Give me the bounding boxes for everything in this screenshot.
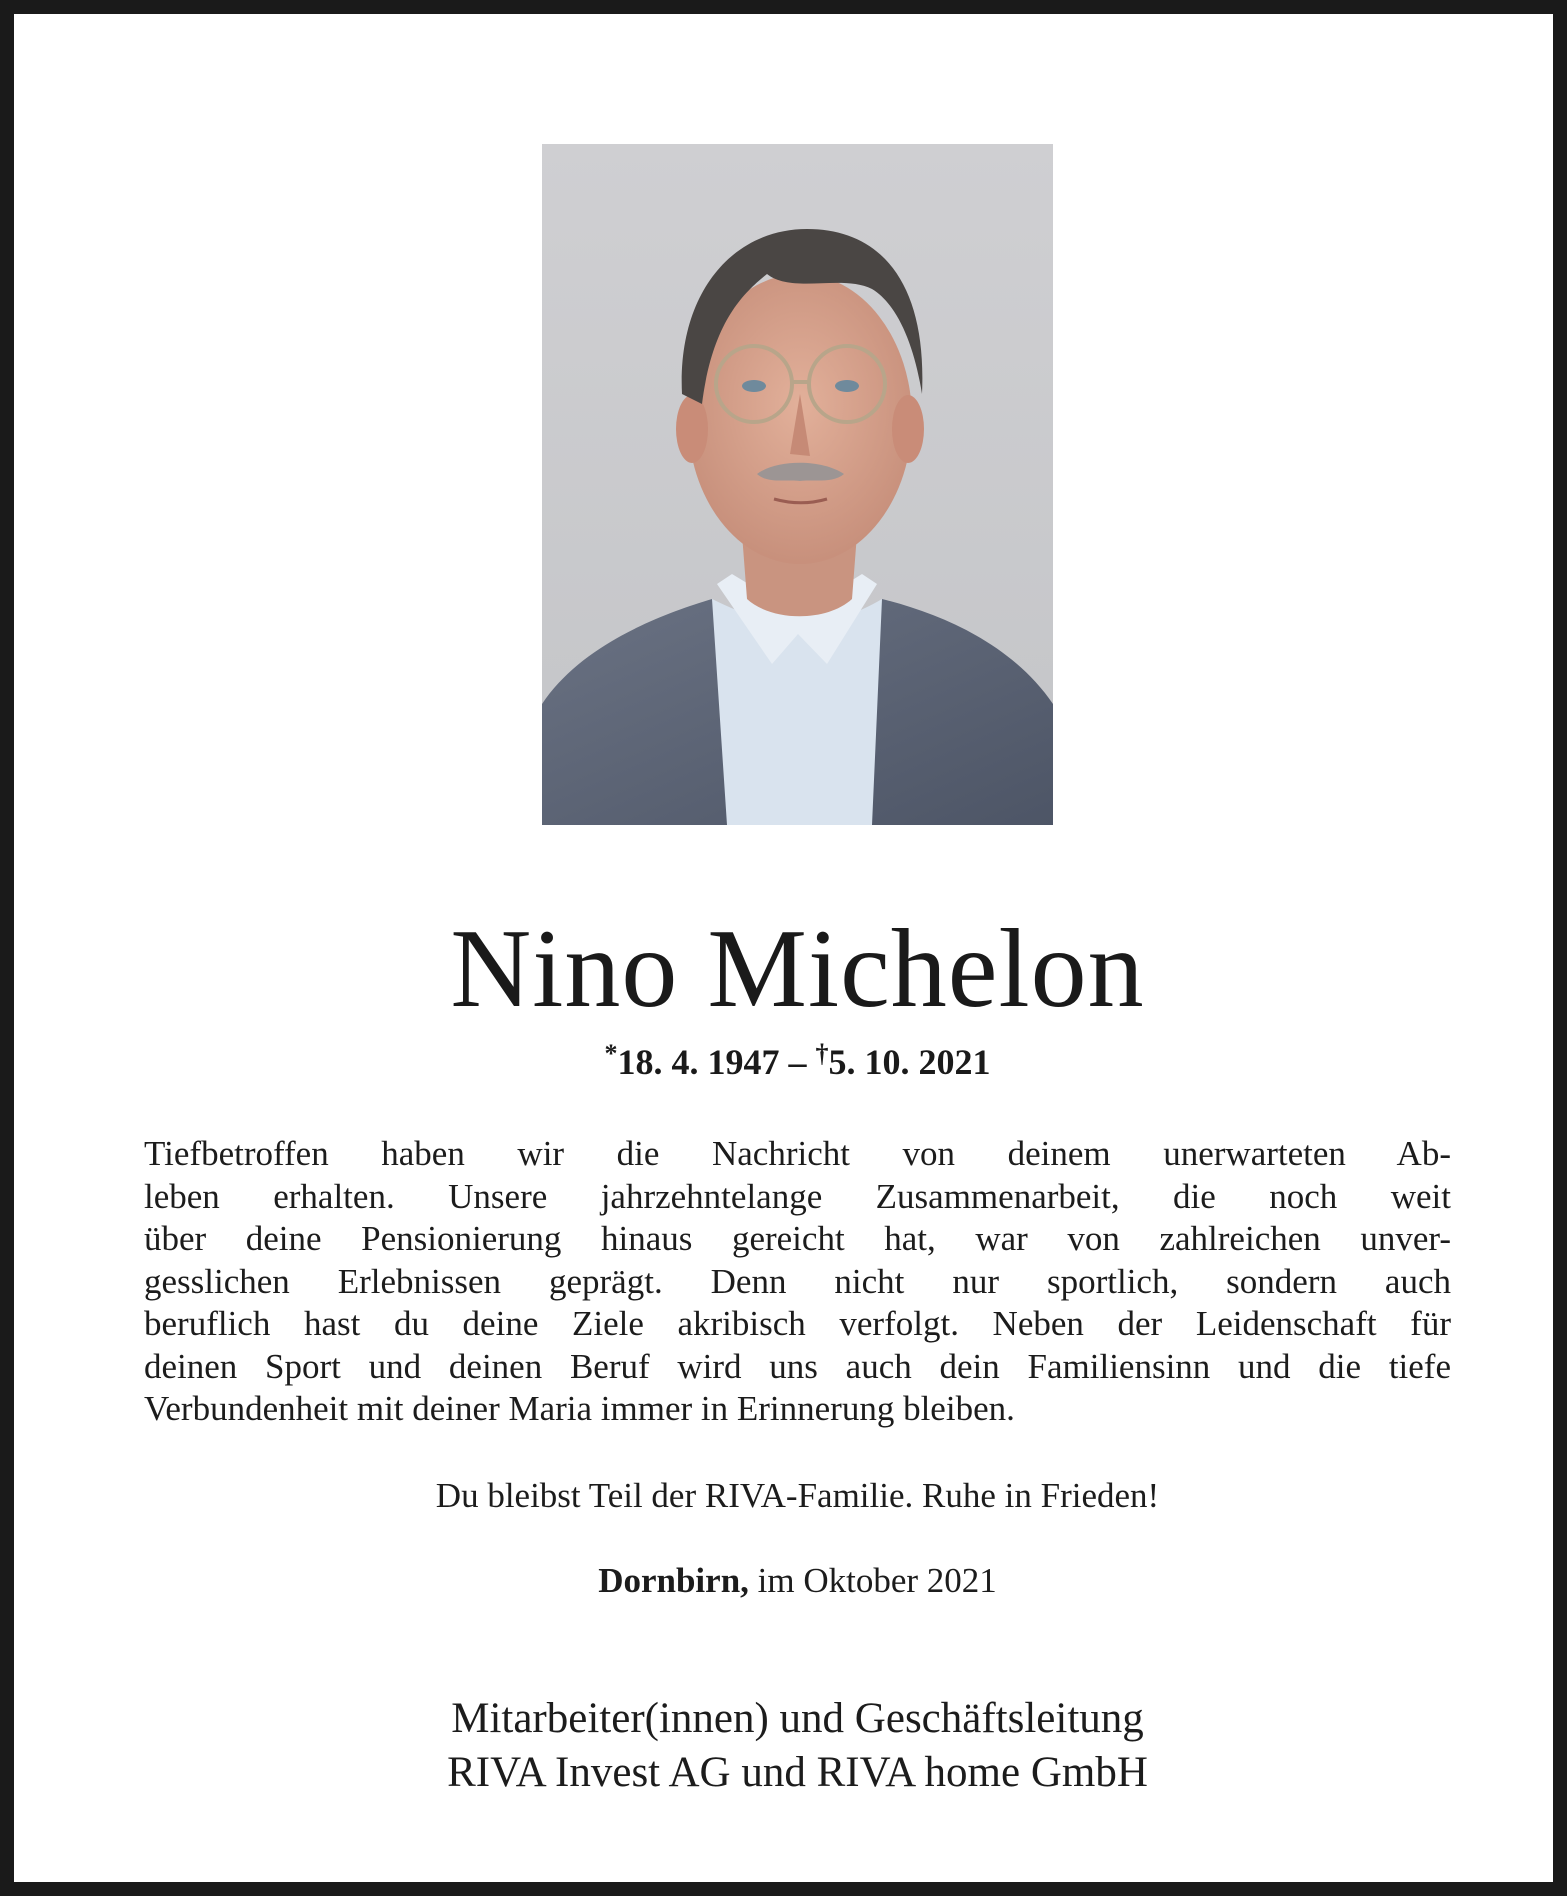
- place-city: Dornbirn,: [598, 1561, 749, 1600]
- closing-line: Du bleibst Teil der RIVA-Familie. Ruhe in Frieden!: [435, 1476, 1160, 1515]
- birth-symbol: *: [604, 1039, 618, 1068]
- text-line: deinen Sport und deinen Beruf wird uns auch dein Familiensinn und die tiefe: [144, 1346, 1451, 1386]
- condolence-text: [144, 1133, 1451, 1431]
- place-date: [14, 1559, 1567, 1603]
- place-month: im Oktober 2021: [748, 1561, 997, 1600]
- text-line: Tiefbetroffen haben wir die Nachricht von deinem unerwarteten Ab-: [144, 1134, 1451, 1173]
- death-symbol: †: [815, 1039, 829, 1068]
- text-line: Verbundenheit mit deiner Maria immer in Erinnerung bleiben.: [144, 1389, 1015, 1428]
- date-separator: –: [779, 1042, 816, 1082]
- text-line: leben erhalten. Unsere jahrzehntelange Zusammenarbeit, die noch weit: [144, 1176, 1451, 1216]
- signature-line-1: Mitarbeiter(innen) und Geschäftsleitung: [451, 1695, 1144, 1742]
- text-line: über deine Pensionierung hinaus gereicht hat, war von zahlreichen unver-: [144, 1219, 1451, 1258]
- deceased-name: Nino Michelon: [450, 907, 1145, 1031]
- signature-line-2: RIVA Invest AG und RIVA home GmbH: [447, 1749, 1148, 1796]
- signature-block: [14, 1692, 1567, 1800]
- life-dates: [14, 1032, 1567, 1084]
- text-line: gesslichen Erlebnissen geprägt. Denn nicht nur sportlich, sondern auch: [144, 1261, 1451, 1301]
- birth-date: 18. 4. 1947: [617, 1042, 780, 1082]
- text-line: beruflich hast du deine Ziele akribisch verfolgt. Neben der Leidenschaft für: [144, 1304, 1451, 1343]
- death-date: 5. 10. 2021: [828, 1042, 991, 1082]
- portrait-photo: [542, 144, 1053, 825]
